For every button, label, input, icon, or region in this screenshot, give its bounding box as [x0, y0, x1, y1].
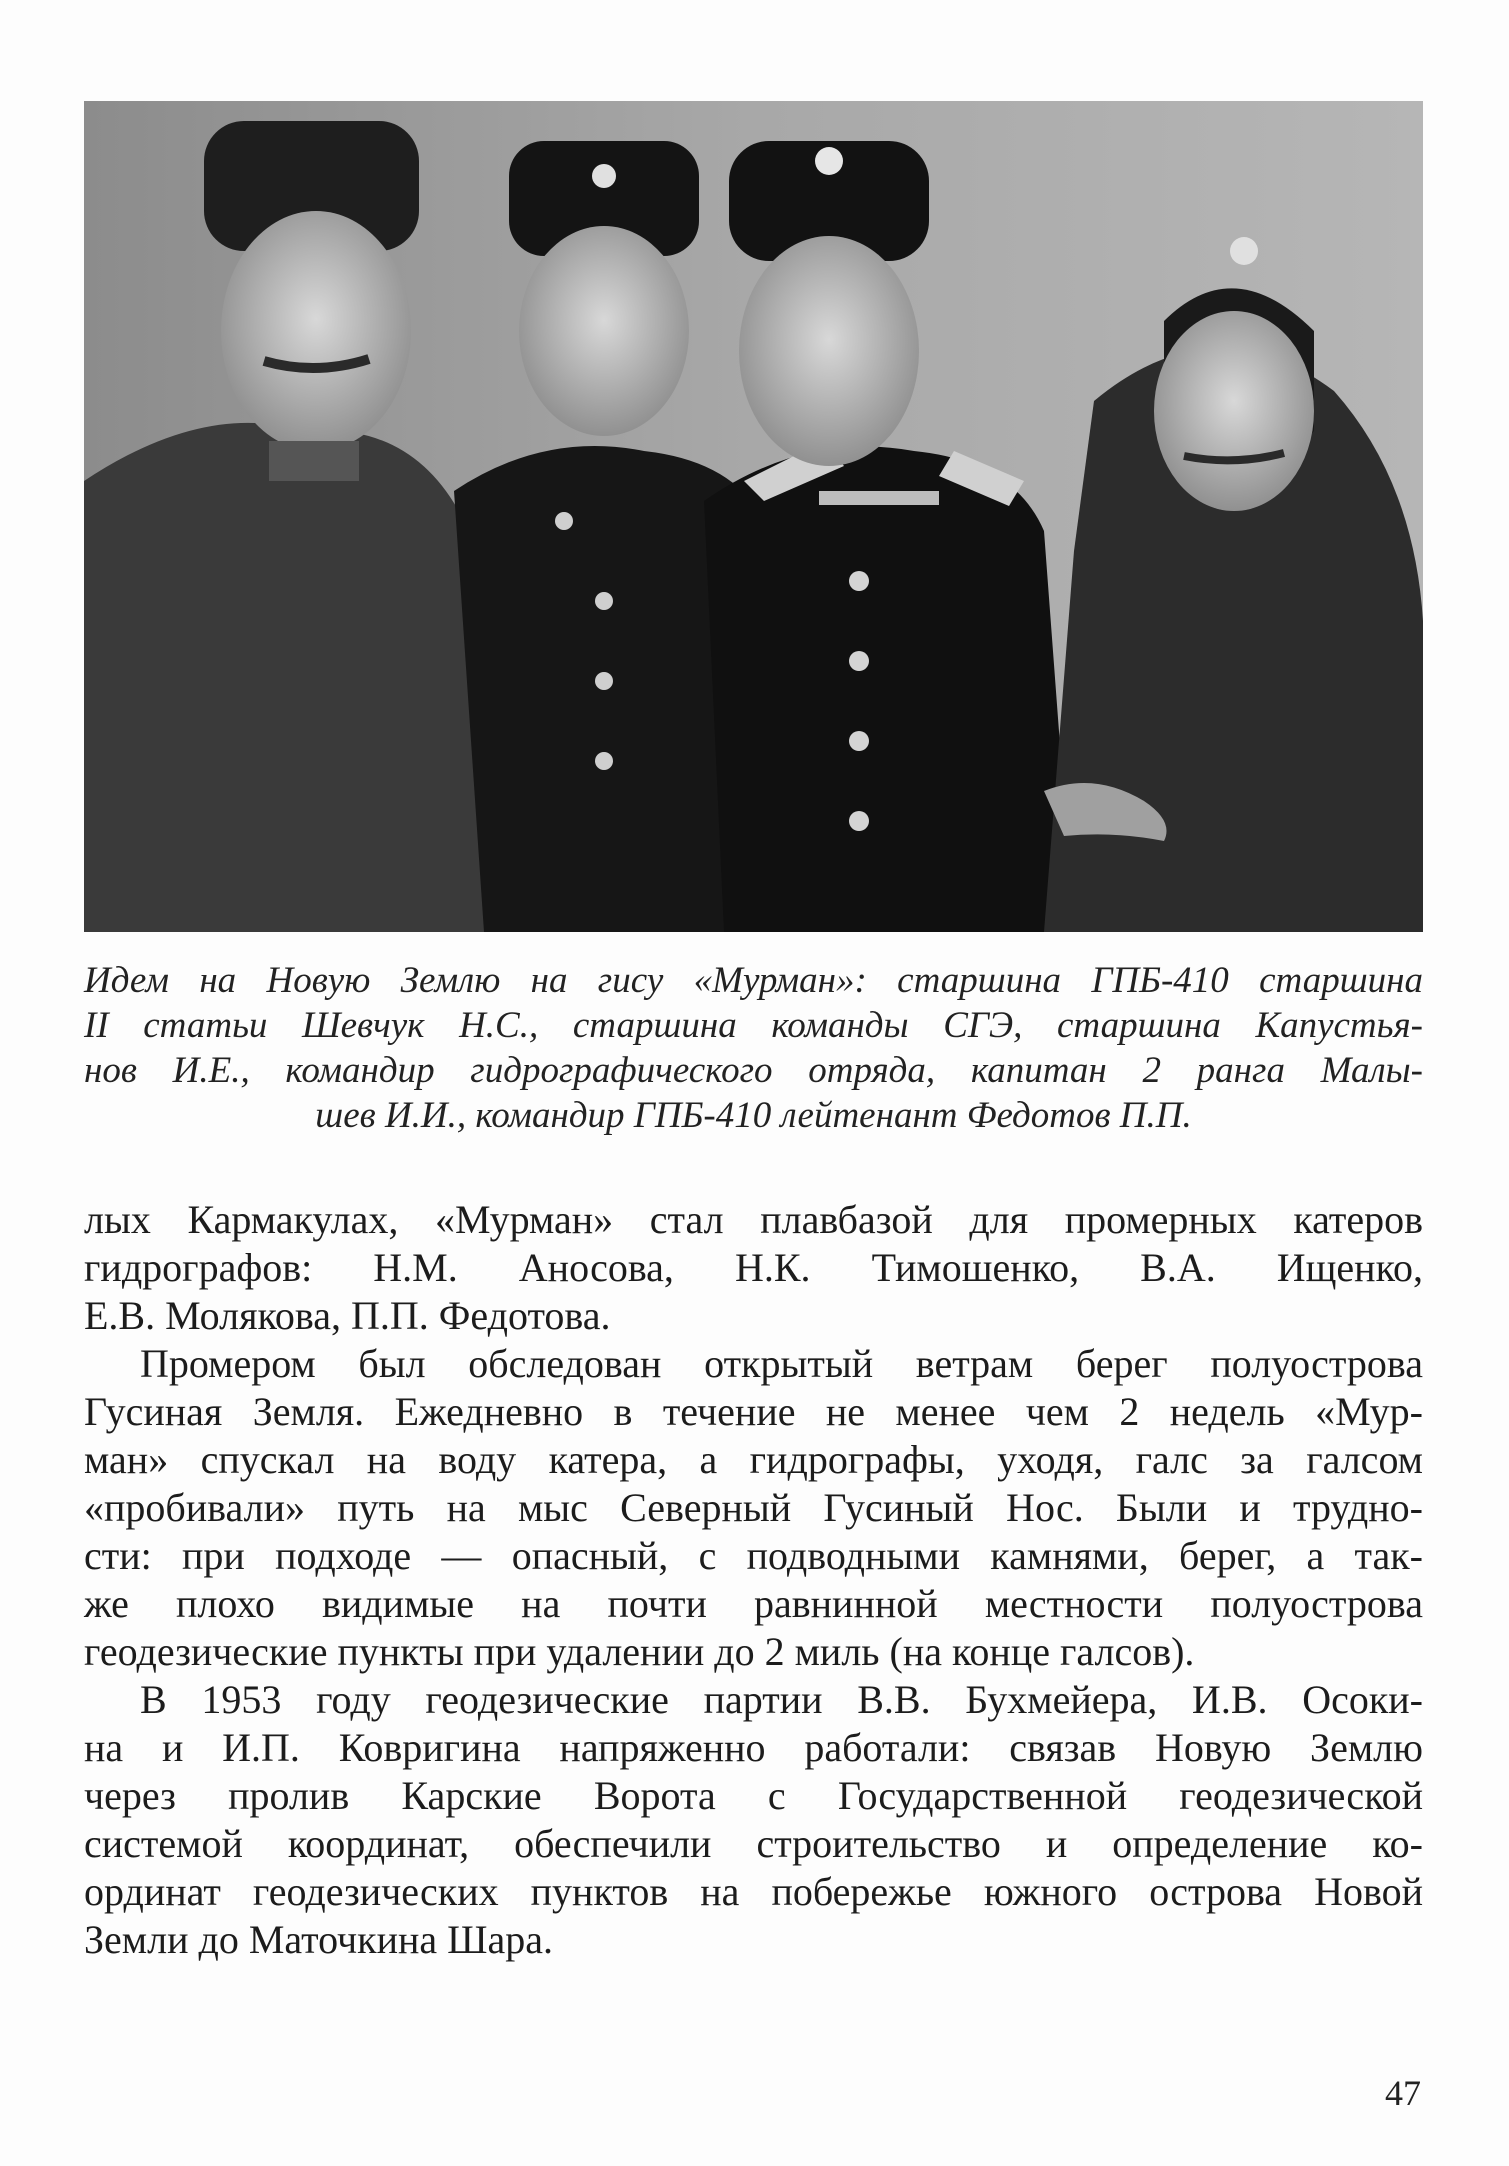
body-line: Промером был обследован открытый ветрам берег полуострова — [140, 1341, 1423, 1386]
caption-line: II статьи Шевчук Н.С., старшина команды СГЭ, старшина Капустья- — [84, 1005, 1423, 1046]
body-line: системой координат, обеспечили строительство и определение ко- — [84, 1821, 1423, 1866]
group-portrait-photo — [84, 101, 1423, 932]
body-line: на и И.П. Ковригина напряженно работали: связав Новую Землю — [84, 1725, 1423, 1770]
caption-line: Идем на Новую Землю на гису «Мурман»: старшина ГПБ-410 старшина — [84, 960, 1423, 1001]
body-line: гидрографов: Н.М. Аносова, Н.К. Тимошенко, В.А. Ищенко, — [84, 1245, 1423, 1290]
body-line: ман» спускал на воду катера, а гидрографы, уходя, галс за галсом — [84, 1437, 1423, 1482]
body-line: Гусиная Земля. Ежедневно в течение не менее чем 2 недель «Мур- — [84, 1389, 1423, 1434]
body-line: ординат геодезических пунктов на побережье южного острова Новой — [84, 1869, 1423, 1914]
body-line: лых Кармакулах, «Мурман» стал плавбазой для промерных катеров — [84, 1197, 1423, 1242]
caption-line: шев И.И., командир ГПБ-410 лейтенант Федотов П.П. — [315, 1095, 1192, 1136]
body-line: сти: при подходе — опасный, с подводными камнями, берег, а так- — [84, 1533, 1423, 1578]
body-line: через пролив Карские Ворота с Государственной геодезической — [84, 1773, 1423, 1818]
body-line: В 1953 году геодезические партии В.В. Бухмейера, И.В. Осоки- — [140, 1677, 1423, 1722]
caption-line: нов И.Е., командир гидрографического отряда, капитан 2 ранга Малы- — [84, 1050, 1423, 1091]
body-line: геодезические пункты при удалении до 2 миль (на конце галсов). — [84, 1629, 1195, 1674]
body-line: Е.В. Молякова, П.П. Федотова. — [84, 1293, 611, 1338]
page-number: 47 — [1385, 2073, 1421, 2113]
body-line: «пробивали» путь на мыс Северный Гусиный Нос. Были и трудно- — [84, 1485, 1423, 1530]
body-text — [84, 1196, 1423, 1964]
photo-caption — [84, 958, 1423, 1138]
body-line: же плохо видимые на почти равнинной местности полуострова — [84, 1581, 1423, 1626]
body-line: Земли до Маточкина Шара. — [84, 1917, 554, 1962]
photo-drawing — [84, 101, 1423, 932]
